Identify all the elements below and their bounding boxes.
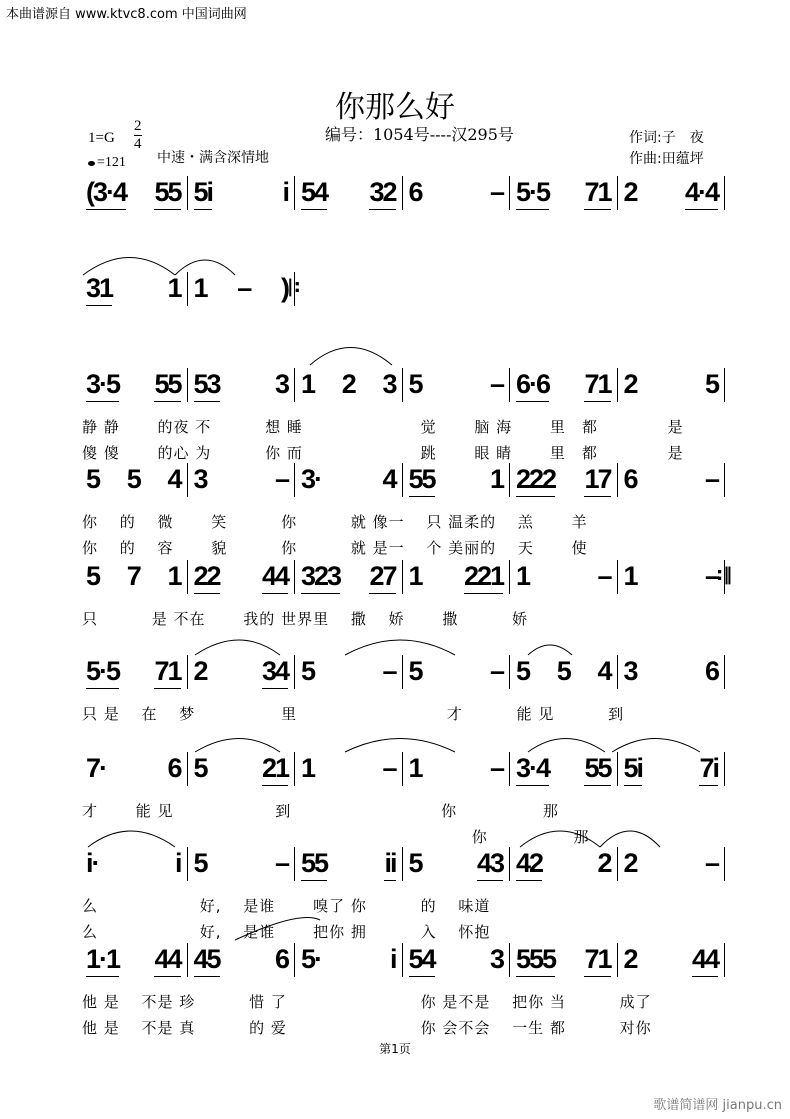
measure — [188, 368, 296, 402]
note-group: ) — [281, 273, 288, 303]
staff-row — [80, 655, 725, 695]
lyric-line: 静 静 的夜 不 想 睡 觉 脑 海 里 都 是 — [82, 418, 684, 436]
note-group: 4 — [167, 464, 181, 494]
page-number: 第1页 — [379, 1042, 411, 1056]
measure — [188, 272, 296, 306]
lyricist: 作词:子 夜 — [629, 130, 704, 146]
staff-row — [80, 560, 725, 600]
measure — [403, 176, 511, 210]
note-group: – — [597, 561, 611, 591]
lyric-line: 只 是 在 梦 里 才 能 见 到 — [82, 705, 625, 723]
note-group: 3 — [623, 656, 637, 686]
time-signature — [134, 118, 142, 153]
note-group: 3 — [489, 944, 503, 974]
measure — [403, 463, 511, 497]
measure — [80, 943, 188, 977]
measure — [510, 655, 618, 689]
note-group: 5 — [86, 561, 100, 591]
slur — [528, 645, 572, 655]
measure — [403, 943, 511, 977]
note-group: 2 — [623, 369, 637, 399]
note-group: 1 — [408, 753, 422, 783]
note-group: 1 — [489, 464, 503, 494]
staff-row — [80, 752, 725, 792]
note-group: – — [274, 848, 288, 878]
note-group: 45 — [194, 943, 220, 977]
composer: 作曲:田蕴坪 — [629, 151, 704, 167]
slur — [345, 739, 455, 753]
note-group: 71 — [584, 368, 610, 402]
note-group: 1 — [301, 753, 315, 783]
measure — [295, 655, 403, 689]
measure — [188, 943, 296, 977]
note-group: 71 — [584, 943, 610, 977]
measure — [618, 463, 726, 497]
measure — [295, 176, 403, 210]
lyric-line: 才 能 见 到 你 那 — [82, 802, 559, 820]
note-group: 221 — [464, 560, 503, 594]
note-group: 2 — [193, 656, 207, 686]
quarter-note-icon — [88, 161, 95, 166]
note-group: 7 — [126, 561, 140, 591]
note-group: 1 — [193, 273, 207, 303]
staff-row — [80, 847, 725, 887]
staff-row — [80, 943, 725, 983]
note-group: 2 — [341, 369, 355, 399]
note-group: 5 — [126, 464, 140, 494]
measure — [295, 752, 403, 786]
measure — [618, 752, 726, 786]
lyric-line: 他 是 不是 真 的 爱 你 会不会 一生 都 对你 — [82, 1019, 652, 1037]
note-group: i· — [86, 848, 99, 878]
note-group: 5i — [194, 176, 213, 210]
measure — [618, 176, 726, 210]
note-group: 4·4 — [685, 176, 718, 210]
measure — [80, 463, 188, 497]
note-group: 3 — [274, 369, 288, 399]
note-group: – — [382, 656, 396, 686]
time-sig-top: 2 — [134, 118, 142, 134]
measure — [510, 368, 618, 402]
note-group: 71 — [154, 655, 180, 689]
slur — [195, 739, 280, 753]
measure — [618, 560, 726, 594]
note-group: 5 — [301, 656, 315, 686]
note-group: 3 — [193, 464, 207, 494]
note-group: 5 — [408, 848, 422, 878]
serial-number: 编号：1054号----汉295号 — [325, 125, 514, 144]
lyric-line: 只 是 不在 我的 世界里 撒 娇 撒 娇 — [82, 610, 529, 628]
note-group: 5·5 — [516, 176, 549, 210]
note-group: – — [489, 369, 503, 399]
note-group: 54 — [301, 176, 327, 210]
note-group: 55 — [154, 176, 180, 210]
note-group: 1 — [167, 561, 181, 591]
measure — [295, 368, 403, 402]
note-group: 5 — [516, 656, 530, 686]
time-sig-bottom: 4 — [134, 136, 142, 152]
measure — [618, 368, 726, 402]
note-group: 3·4 — [516, 752, 549, 786]
tempo-marking — [88, 155, 126, 171]
lyric-line: 么 好, 是谁 把你 拥 入 怀抱 — [82, 923, 491, 941]
note-group: 44 — [262, 560, 288, 594]
slur — [528, 739, 605, 753]
staff-row — [80, 272, 295, 312]
note-group: 44 — [154, 943, 180, 977]
measure — [80, 847, 188, 881]
measure — [295, 943, 403, 977]
staff-row — [80, 368, 725, 408]
note-group: 44 — [692, 943, 718, 977]
expression-marking: 中速・满含深情地 — [157, 150, 269, 166]
measure — [403, 655, 511, 689]
lyric-line: 你 那 — [82, 828, 590, 846]
measure — [80, 272, 188, 306]
lyric-line: 他 是 不是 珍 惜 了 你 是不是 把你 当 成了 — [82, 993, 652, 1011]
note-group: i — [389, 944, 396, 974]
note-group: ii — [384, 847, 395, 881]
measure — [80, 752, 188, 786]
measure — [188, 655, 296, 689]
note-group: – — [382, 753, 396, 783]
slur — [612, 739, 700, 753]
note-group: 7i — [699, 752, 718, 786]
note-group: 2 — [597, 848, 611, 878]
note-group: – — [704, 561, 718, 591]
note-group: 222 — [516, 463, 555, 497]
measure — [188, 752, 296, 786]
note-group: 5 — [193, 753, 207, 783]
note-group: – — [489, 177, 503, 207]
note-group: 5 — [704, 369, 718, 399]
measure — [510, 463, 618, 497]
repeat-end-sign: :‖ — [716, 564, 733, 585]
note-group: 3 — [382, 369, 396, 399]
note-group: 5·5 — [86, 655, 119, 689]
note-group: 323 — [301, 560, 340, 594]
note-group: i — [282, 177, 288, 207]
measure — [188, 176, 296, 210]
measure — [510, 847, 618, 881]
note-group: 6·6 — [516, 368, 549, 402]
note-group: 6 — [623, 464, 637, 494]
lyric-line: 么 好, 是谁 嗅了 你 的 味道 — [82, 897, 491, 915]
measure — [618, 943, 726, 977]
measure — [295, 560, 403, 594]
note-group: 6 — [704, 656, 718, 686]
note-group: 1·1 — [86, 943, 119, 977]
measure — [510, 560, 618, 594]
note-group: 53 — [194, 368, 220, 402]
staff-row — [80, 463, 725, 503]
note-group: 2 — [623, 944, 637, 974]
note-group: 1 — [167, 273, 181, 303]
note-group: 55 — [409, 463, 435, 497]
note-group: (3·4 — [86, 176, 126, 210]
lyric-line: 你 的 微 笑 你 就 像一 只 温柔的 羔 羊 — [82, 513, 588, 531]
staff-row — [80, 176, 725, 216]
slur — [310, 348, 392, 366]
repeat-start-sign: |: — [287, 276, 301, 297]
note-group: 6 — [408, 177, 422, 207]
measure — [188, 560, 296, 594]
measure — [403, 847, 511, 881]
note-group: 32 — [369, 176, 395, 210]
note-group: – — [704, 464, 718, 494]
note-group: 1 — [301, 369, 315, 399]
note-group: 1 — [408, 561, 422, 591]
note-group: – — [489, 656, 503, 686]
note-group: – — [237, 273, 251, 303]
slur — [345, 640, 455, 655]
note-group: 4 — [597, 656, 611, 686]
note-group: 5 — [86, 464, 100, 494]
note-group: 5 — [193, 848, 207, 878]
measure — [510, 943, 618, 977]
note-group: 55 — [584, 752, 610, 786]
note-group: 6 — [167, 753, 181, 783]
measure — [80, 368, 188, 402]
measure — [80, 655, 188, 689]
tempo-value: =121 — [97, 155, 126, 170]
note-group: – — [489, 753, 503, 783]
measure — [510, 176, 618, 210]
note-group: 3· — [301, 464, 322, 494]
key-signature: 1=G — [88, 130, 115, 146]
note-group: – — [274, 464, 288, 494]
note-group: i — [174, 848, 181, 878]
note-group: 22 — [194, 560, 220, 594]
note-group: 31 — [86, 272, 112, 306]
note-group: 55 — [301, 847, 327, 881]
note-group: 71 — [584, 176, 610, 210]
note-group: 5· — [301, 944, 322, 974]
measure — [618, 847, 726, 881]
measure — [80, 560, 188, 594]
note-group: 21 — [262, 752, 288, 786]
note-group: 1 — [516, 561, 530, 591]
note-group: 54 — [409, 943, 435, 977]
note-group: 6 — [274, 944, 288, 974]
note-group: 2 — [623, 848, 637, 878]
lyric-line: 傻 傻 的心 为 你 而 跳 眼 睛 里 都 是 — [82, 444, 684, 462]
note-group: 555 — [516, 943, 555, 977]
measure — [295, 847, 403, 881]
note-group: 3·5 — [86, 368, 119, 402]
note-group: 17 — [584, 463, 610, 497]
measure — [403, 560, 511, 594]
measure — [295, 463, 403, 497]
note-group: 5 — [556, 656, 570, 686]
note-group: 27 — [369, 560, 395, 594]
note-group: 43 — [477, 847, 503, 881]
measure — [80, 176, 188, 210]
measure — [188, 463, 296, 497]
note-group: – — [704, 848, 718, 878]
slur — [195, 640, 280, 655]
note-group: 1 — [623, 561, 637, 591]
measure — [403, 368, 511, 402]
measure — [188, 847, 296, 881]
note-group: 5 — [408, 369, 422, 399]
note-group: 4 — [382, 464, 396, 494]
measure — [618, 655, 726, 689]
measure — [510, 752, 618, 786]
credits — [629, 128, 704, 170]
source-line: 本曲谱源自 www.ktvc8.com 中国词曲网 — [6, 7, 247, 22]
watermark: 歌谱简谱网 jianpu.cn — [653, 1098, 782, 1113]
note-group: 55 — [154, 368, 180, 402]
note-group: 2 — [623, 177, 637, 207]
note-group: 7· — [86, 753, 107, 783]
note-group: 42 — [516, 847, 542, 881]
note-group: 5 — [408, 656, 422, 686]
song-title: 你那么好 — [335, 90, 455, 125]
note-group: 5i — [624, 752, 643, 786]
note-group: 34 — [262, 655, 288, 689]
lyric-line: 你 的 容 貌 你 就 是一 个 美丽的 天 使 — [82, 539, 588, 557]
measure — [403, 752, 511, 786]
